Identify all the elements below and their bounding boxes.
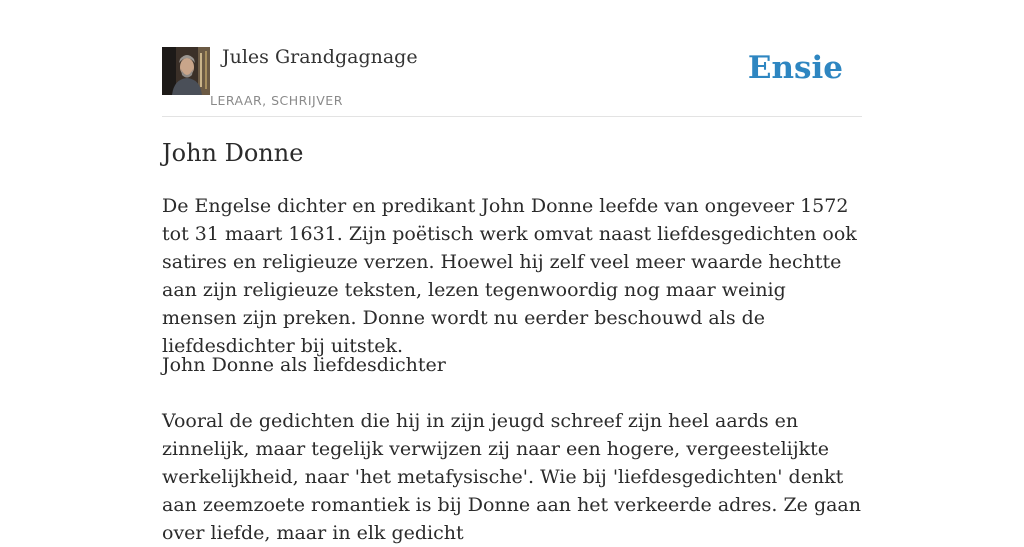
ensie-logo[interactable]: Ensie (747, 50, 843, 86)
author-role: LERAAR, SCHRIJVER (210, 93, 343, 108)
article-paragraph-body: Vooral de gedichten die hij in zijn jeugd schreef zijn heel aards en zinnelijk, maar tegelijk verwijzen zij naar een hogere, vergeestelijkte werkelijkheid, naar 'het metafysische'. Wie bij 'liefdesgedichten' denkt aan zeemzoete romantiek is bij Donne aan het verkeerde adres. Ze gaan over liefde, maar in elk gedicht (162, 410, 862, 544)
author-header (162, 0, 862, 117)
article-container (162, 0, 862, 544)
article-title: John Donne (162, 139, 304, 167)
article-paragraph-intro: De Engelse dichter en predikant John Donne leefde van ongeveer 1572 tot 31 maart 1631. Zijn poëtisch werk omvat naast liefdesgedichten ook satires en religieuze verzen. Hoewel hij zelf veel meer waarde hechtte aan zijn religieuze teksten, lezen tegenwoordig nog maar weinig mensen zijn preken. Donne wordt nu eerder beschouwd als de liefdesdichter bij uitstek. (162, 195, 857, 357)
author-name[interactable]: Jules Grandgagnage (222, 46, 418, 68)
avatar-photo-icon (162, 47, 210, 95)
article-subheading: John Donne als liefdesdichter (162, 354, 446, 376)
author-avatar[interactable] (162, 47, 210, 95)
